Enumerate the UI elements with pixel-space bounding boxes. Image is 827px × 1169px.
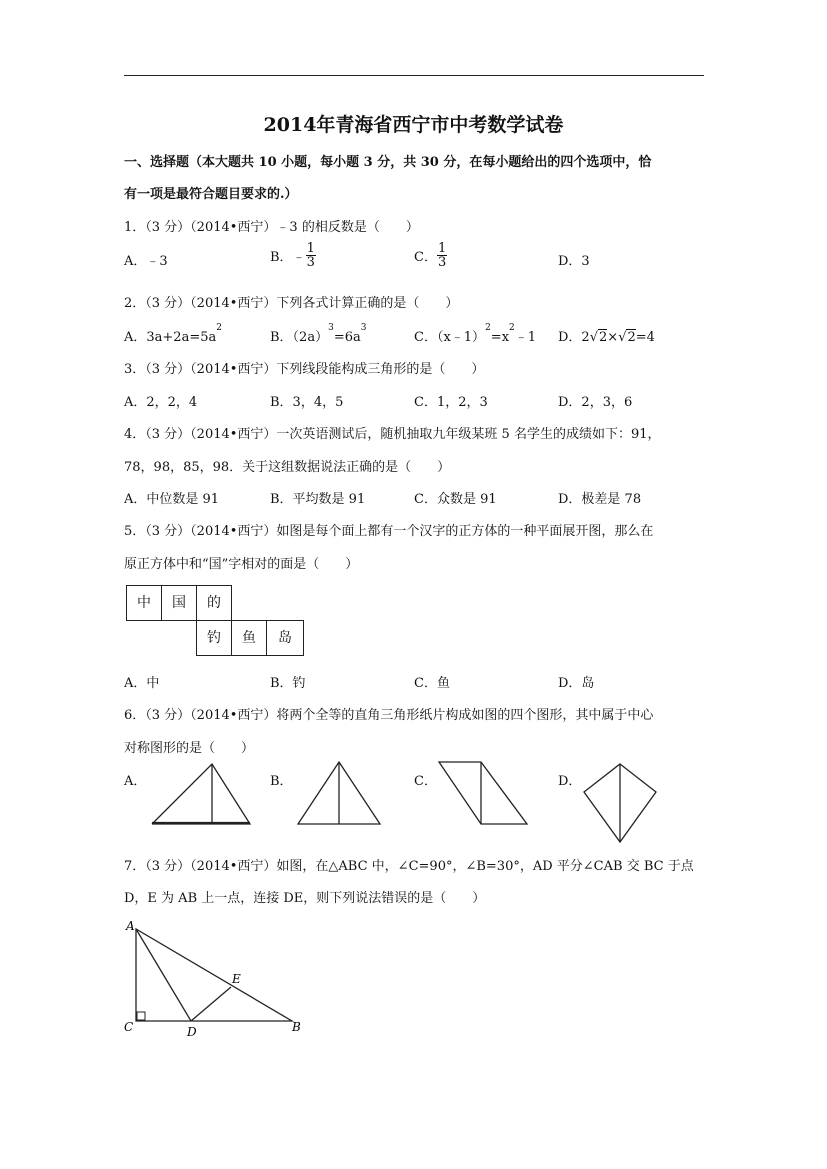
net-cell: 岛	[266, 620, 304, 656]
q6-figure-a	[150, 760, 252, 826]
q4-stem-line2: 78，98，85，98．关于这组数据说法正确的是（ ）	[124, 460, 451, 475]
net-cell: 国	[161, 585, 197, 621]
q4-option-c: C．众数是 91	[414, 492, 497, 507]
q6-option-c: C．	[414, 774, 437, 789]
q1-option-c: C． $\frac{1}{3}$	[414, 241, 447, 270]
vertex-label-b: B	[292, 1020, 301, 1034]
q4-option-b: B．平均数是 91	[270, 492, 366, 507]
q2-stem: 2．（3 分）（2014•西宁）下列各式计算正确的是（ ）	[124, 296, 459, 311]
q5-stem-line2: 原正方体中和“国”字相对的面是（ ）	[124, 557, 359, 572]
q6-option-a: A．	[124, 774, 147, 789]
vertex-label-a: A	[126, 919, 135, 933]
q3-option-b: B．3，4，5	[270, 395, 344, 410]
net-cell: 钓	[196, 620, 232, 656]
vertex-label-c: C	[124, 1020, 134, 1034]
section-heading-line2: 有一项是最符合题目要求的.）	[124, 187, 298, 202]
q7-stem-line2: D，E 为 AB 上一点，连接 DE，则下列说法错误的是（ ）	[124, 891, 486, 906]
q1-c-fraction: $\frac{1}{3}$	[437, 241, 447, 270]
q6-figure-d	[582, 762, 658, 844]
q2-option-b: B．$(2a)^3=6a^3$	[270, 323, 367, 345]
section-heading-line1: 一、选择题（本大题共 10 小题，每小题 3 分，共 30 分，在每小题给出的四个选项中，恰	[124, 155, 652, 170]
q4-option-d: D．极差是 78	[558, 492, 642, 507]
q2-option-c: C．$(x﹣1)^2=x^2﹣1$	[414, 323, 537, 345]
net-cell: 中	[126, 585, 162, 621]
vertex-label-e: E	[232, 972, 241, 986]
q1-b-fraction: $\frac{1}{3}$	[306, 241, 315, 270]
q6-figure-b	[296, 760, 382, 826]
q1-option-d: D．3	[558, 254, 590, 269]
q1-option-b: B．﹣ $\frac{1}{3}$	[270, 241, 315, 270]
q4-option-a: A．中位数是 91	[124, 492, 220, 507]
q6-stem-line1: 6．（3 分）（2014•西宁）将两个全等的直角三角形纸片构成如图的四个图形，其中属于中心	[124, 708, 654, 723]
q6-stem-line2: 对称图形的是（ ）	[124, 741, 255, 756]
q2-option-d: D．2√2×√2=4	[558, 330, 655, 345]
q7-triangle-figure	[120, 915, 320, 1040]
q1-stem: 1．（3 分）（2014•西宁）﹣3 的相反数是（ ）	[124, 220, 419, 235]
page-title: 2014年青海省西宁市中考数学试卷	[263, 114, 564, 136]
q1-option-a: A．﹣3	[124, 254, 168, 269]
q5-option-a: A．中	[124, 676, 160, 691]
q3-option-d: D．2，3，6	[558, 395, 633, 410]
q3-option-a: A．2，2，4	[124, 395, 198, 410]
q2-option-a: A．$3a+2a=5a^2$	[124, 323, 222, 345]
q5-option-d: D．岛	[558, 676, 595, 691]
q5-option-c: C．鱼	[414, 676, 450, 691]
vertex-label-d: D	[187, 1025, 197, 1039]
header-rule	[124, 75, 704, 76]
net-cell: 鱼	[231, 620, 267, 656]
q3-stem: 3．（3 分）（2014•西宁）下列线段能构成三角形的是（ ）	[124, 362, 485, 377]
q6-option-d: D．	[558, 774, 582, 789]
q6-figure-c	[437, 760, 529, 826]
q4-stem-line1: 4．（3 分）（2014•西宁）一次英语测试后，随机抽取九年级某班 5 名学生的成绩如下：91，	[124, 427, 661, 442]
q7-stem-line1: 7．（3 分）（2014•西宁）如图，在△ABC 中，∠C=90°，∠B=30°，AD 平分∠CAB 交 BC 于点	[124, 859, 694, 874]
q5-option-b: B．钓	[270, 676, 306, 691]
q6-option-b: B．	[270, 774, 293, 789]
q3-option-c: C．1，2，3	[414, 395, 488, 410]
q5-stem-line1: 5．（3 分）（2014•西宁）如图是每个面上都有一个汉字的正方体的一种平面展开图，那么在	[124, 524, 654, 539]
net-cell: 的	[196, 585, 232, 621]
